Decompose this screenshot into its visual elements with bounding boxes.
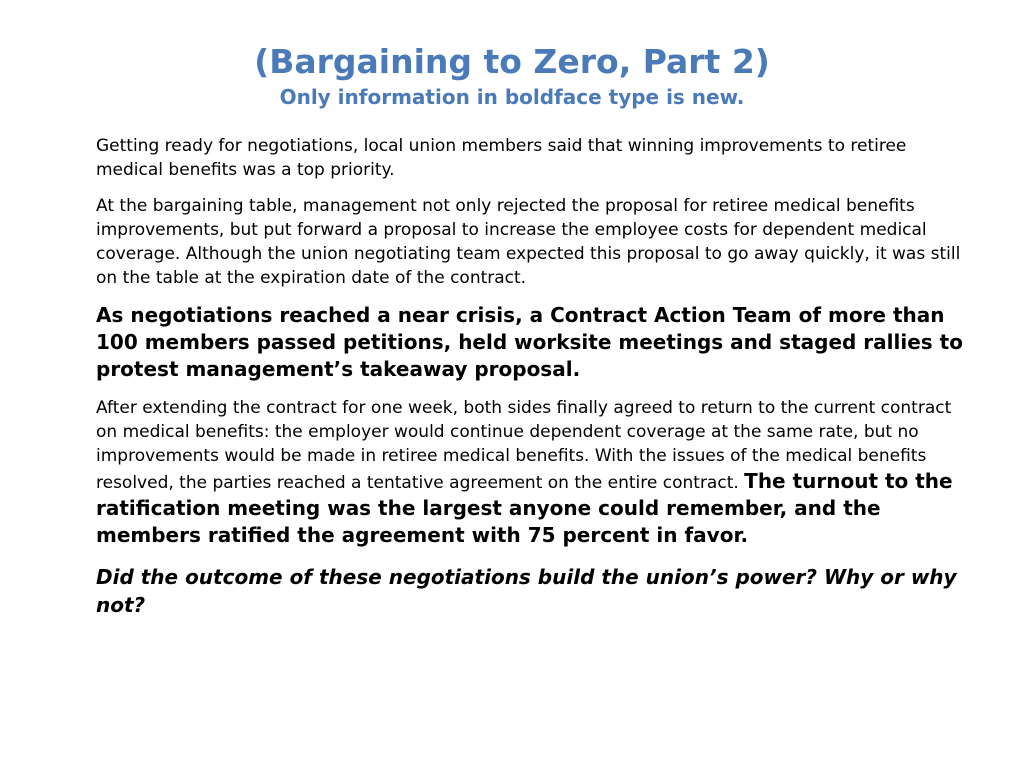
paragraph-agreement-regular-text: After extending the contract for one week, both sides finally agreed to return to the current contract on medical benefits: the employer would continue dependent coverage at the same rate, but no improvements would be made in retiree medical benefits. With the issues of the medical benefits resolved, the parties reached a tentative agreement on the entire contract. — [96, 398, 952, 493]
slide-title: (Bargaining to Zero, Part 2) — [254, 42, 770, 81]
discussion-question: Did the outcome of these negotiations build the union’s power? Why or why not? — [96, 565, 957, 617]
slide-subtitle: Only information in boldface type is new. — [279, 85, 745, 109]
paragraph-bargaining-table: At the bargaining table, management not only rejected the proposal for retiree medical benefits improvements, but put forward a proposal to increase the employee costs for dependent medical coverage. Although the union negotiating team expected this proposal to go away quickly, it was still on the table at the expiration date of the contract. — [96, 196, 961, 288]
slide-body — [96, 134, 966, 631]
paragraph-agreement-bold-text: The turnout to the ratification meeting was the largest anyone could remember, and the members ratified the agreement with 75 percent in favor. — [96, 469, 953, 547]
paragraph-preparation: Getting ready for negotiations, local union members said that winning improvements to retiree medical benefits was a top priority. — [96, 136, 907, 180]
paragraph-agreement — [96, 396, 966, 549]
paragraph-contract-action-team: As negotiations reached a near crisis, a Contract Action Team of more than 100 members passed petitions, held worksite meetings and staged rallies to protest management’s takeaway proposal. — [96, 303, 963, 381]
